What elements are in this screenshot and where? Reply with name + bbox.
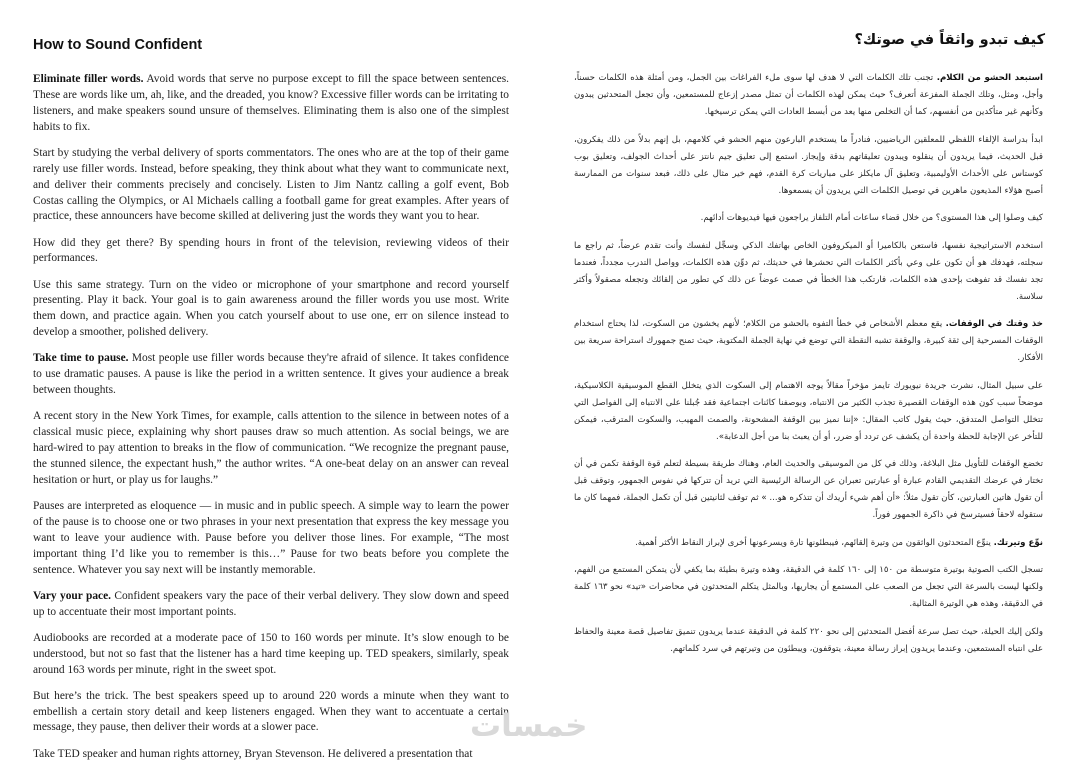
arabic-paragraph (574, 132, 1043, 200)
arabic-paragraph-text: ينوِّع المتحدثون الواثقون من وتيرة إلقائهم، فيبطئونها تارة ويسرعونها أخرى لإبراز النقاط الأكثر أهمية. (635, 537, 994, 548)
arabic-paragraph-text: يقع معظم الأشخاص في خطأ التفوه بالحشو من الكلام؛ لأنهم يخشون من السكوت، لذا يحتاج استخدام الوقفات المسرحية إلى ثقة كبيرة، والوقفة تشبه النقطة التي توضع في نهاية الجملة المكتوبة، حيث تمنح جمهورك استراحة سريعة بين الأفكار. (574, 319, 1043, 363)
arabic-paragraph (574, 316, 1043, 367)
english-page (0, 0, 540, 762)
arabic-paragraph-text: على سبيل المثال، نشرت جريدة نيويورك تايمز مؤخراً مقالاً يوجه الاهتمام إلى السكوت الذي يتخلل القطع الموسيقية الكلاسيكية، موضحاً سبب كون هذه الوقفات القصيرة تجذب الكثير من الانتباه، وبوصفنا كائنات اجتماعية فقد جُبلنا على الانتباه إلى الفواصل التي تتخلل التواصل المتدفق، حيث يقول كاتب المقال: «إننا نميز بين الوقفة المشحونة، والصمت المهيب، والسكوت المترقب، فيمكن للتأخر عن الإجابة للحظة واحدة أن يكشف عن تردد أو ضرر، أو أن يعبث بنا من أجل الدعابة». (574, 380, 1043, 442)
english-paragraph (33, 499, 509, 579)
english-paragraph (33, 278, 509, 342)
english-paragraph-lead: Take time to pause. (33, 352, 129, 365)
arabic-paragraph-text: استخدم الاستراتيجية نفسها، فاستعن بالكاميرا أو الميكروفون الخاص بهاتفك الذكي وسجِّل لنفسك وأنت تقدم عرضاً، ثم راجع ما سجلته، فهدفك هو أن تكون على وعي بأكثر الكلمات التي تحشرها في حديثك، ثم دوِّن هذه الكلمات، وواصل التدرب مجدداً، فعندما تجد نفسك قد تفوهت بإحدى هذه الكلمات، فارتكب هذا الخطأ في صمت عوضاً عن ذلك كي تطور من إلقائك وتجعله مصقولاً وأكثر سلاسة. (574, 240, 1043, 302)
arabic-paragraph (574, 210, 1043, 227)
english-paragraph-lead: Eliminate filler words. (33, 73, 144, 85)
arabic-paragraph-lead: خذ وقتك في الوقفات. (945, 319, 1043, 329)
arabic-article-body (574, 70, 1043, 668)
english-article-body (33, 72, 509, 773)
arabic-paragraph (574, 456, 1043, 524)
english-paragraph-text: Start by studying the verbal delivery of sports commentators. The ones who are at the top of their game rarely use filler words. Instead, before speaking, they think about what they want to communicate next, and deliver their comments precisely and concisely. Listen to Jim Nantz calling a golf event, Bob Costas calling the Olympics, or Al Michaels calling a football game for great examples. After years of practice, these announcers have become skilled at delivering just the words they want you to hear. (33, 146, 509, 223)
english-paragraph (33, 631, 509, 679)
english-paragraph-text: Use this same strategy. Turn on the video or microphone of your smartphone and record yourself presenting. Play it back. Your goal is to gain awareness around the filler words you use most. Write them down, and practice again. When you catch yourself about to use one, err on silence instead to develop a smoother, polished delivery. (33, 278, 509, 339)
arabic-paragraph-text: تجنب تلك الكلمات التي لا هدف لها سوى ملء الفراغات بين الجمل، ومن أمثلة هذه الكلمات حسناً، وأجل، ومثل، وتلك الجملة المفزعة أتعرف؟ حيث يمكن لهذه الكلمات أن تمثل مصدر إزعاج للمستمعين، وأن تجعل المتحدثين يبدون وكأنهم غير متأكدين من أنفسهم، كما أن التخلص منها يعد من أبسط العادات التي يمكن ترسيخها. (574, 73, 1043, 117)
english-paragraph-text: Take TED speaker and human rights attorney, Bryan Stevenson. He delivered a presentation that (33, 747, 473, 760)
arabic-paragraph-text: كيف وصلوا إلى هذا المستوى؟ من خلال قضاء ساعات أمام التلفاز يراجعون فيها فيديوهات أدائهم. (700, 213, 1043, 223)
arabic-paragraph (574, 535, 1043, 552)
arabic-paragraph (574, 70, 1043, 121)
arabic-paragraph-text: ابدأ بدراسة الإلقاء اللفظي للمعلقين الرياضيين، فنادراً ما يستخدم البارعون منهم الحشو في كلامهم، بل إنهم بدلاً من ذلك يفكرون، قبل الحديث، فيما يريدون أن ينقلوه ويبدون تعليقاتهم بدقة وإيجاز. استمع إلى تعليق جيم نانتز على أحداث الجولف، وتعليق بوب كوستاس على الأحداث الأوليمبية، وتعليق آل مايكلز على مباريات كرة القدم، فهم خير مثال على ذلك، فبعد سنوات من الممارسة أصبح هؤلاء المذيعون ماهرين في توصيل الكلمات التي يريدون أن يسمعوها. (574, 134, 1043, 196)
english-paragraph (33, 689, 509, 737)
english-paragraph-text: Pauses are interpreted as eloquence — in music and in public speech. A simple way to learn the power of the pause is to choose one or two phrases in your next presentation that express the key message you want to leave your audience with. Pause before you deliver those lines. For example, “The most important thing I’d like you to remember is this…” Pause for two beats before you complete the sentence. Whatever you say next will be instantly memorable. (33, 499, 509, 576)
english-paragraph-text: Most people use filler words because they're afraid of silence. It takes confidence to use dramatic pauses. A pause is like the period in a written sentence. It gives your audience a break between thoughts. (33, 352, 509, 397)
english-paragraph-text: Audiobooks are recorded at a moderate pace of 150 to 160 words per minute. It’s slow enough to be understood, but not so fast that the listener has a hard time keeping up. TED speakers, similarly, speak around 163 words per minute, right in the sweet spot. (33, 631, 509, 676)
english-paragraph-text: Avoid words that serve no purpose except to fill the space between sentences. These are words like um, ah, like, and the dreaded, you know? Excessive filler words can be irritating to listeners, and make speakers sound unsure of themselves. Eliminating them is also one of the simplest habits to fix. (33, 73, 509, 133)
arabic-paragraph (574, 562, 1043, 613)
english-paragraph-text: How did they get there? By spending hours in front of the television, reviewing videos of their performances. (33, 236, 509, 265)
english-paragraph (33, 236, 509, 268)
english-paragraph (33, 146, 509, 226)
arabic-paragraph-text: تخضع الوقفات للتأويل مثل البلاغة، وذلك في كل من الموسيقى والحديث العام، وهناك طريقة بسيطة لتعلم قوة الوقفة تكمن في أن تختار في عرضك التقديمي القادم عبارة أو عبارتين تعبران عن الرسالة الرئيسية التي تريد أن تتركها في نفوس الجمهور، وتوقف قبل أن تقول هاتين العبارتين، كأن تقول مثلاً: «أن أهم شيء أريدك أن تتذكره هو... » ثم توقف لثانيتين قبل أن تكمل الجملة، فمهما كان ما ستقوله لاحقاً فسيترسخ في ذاكرة الجمهور فوراً. (574, 459, 1043, 520)
site-watermark: خمسات (470, 708, 588, 744)
english-paragraph-text: But here’s the trick. The best speakers speed up to around 220 words a minute when they want to embellish a certain story detail and keep listeners engaged. When they want to accentuate a certain message, they pause, then deliver their words at a slower pace. (33, 689, 509, 734)
english-paragraph (33, 72, 509, 136)
english-paragraph-text: A recent story in the New York Times, for example, calls attention to the silence in between notes of a classical music piece, explaining why short pauses draw so much attention. As social beings, we are hard-wired to pay attention to breaks in the flow of communication. “We recognize the pregnant pause, the stunned silence, the expectant hush,” the author writes. “A one-beat delay on an answer can reveal hesitation or hurt, or play us for laughs.” (33, 410, 509, 486)
arabic-paragraph-text: ولكن إليك الحيلة، حيث تصل سرعة أفضل المتحدثين إلى نحو ٢٢٠ كلمة في الدقيقة عندما يريدون تنميق تفاصيل قصة معينة والحفاظ على انتباه المستمعين، وعندما يريدون إبراز رسالة معينة، يتوقفون، ويبطئون من وتيرتهم في سرد كلماتهم. (574, 626, 1043, 654)
english-paragraph (33, 589, 509, 621)
english-paragraph-lead: Vary your pace. (33, 589, 111, 602)
arabic-paragraph (574, 238, 1043, 306)
english-paragraph-text: Confident speakers vary the pace of their verbal delivery. They slow down and speed up to accentuate their most important points. (33, 589, 509, 618)
arabic-paragraph-text: تسجل الكتب الصوتية بوتيرة متوسطة من ١٥٠ إلى ١٦٠ كلمة في الدقيقة، وهذه وتيرة بطيئة بما يكفي لأن يتمكن المستمع من الفهم، ولكنها ليست بالسرعة التي تجعل من الصعب على المستمع أن يجاريها، وبالمثل يتكلم المتحدثون في محاضرات «تيد» نحو ١٦٣ كلمة في الدقيقة، وهذه هي الوتيرة المثالية. (574, 565, 1044, 609)
arabic-paragraph-lead: نوِّع وتيرتك. (993, 537, 1043, 548)
arabic-paragraph (574, 378, 1043, 446)
arabic-paragraph-lead: استبعد الحشو من الكلام. (936, 73, 1044, 83)
page-title-english: How to Sound Confident (33, 37, 203, 53)
english-paragraph (33, 747, 509, 763)
english-paragraph (33, 409, 509, 489)
english-paragraph (33, 351, 509, 399)
arabic-paragraph (574, 624, 1043, 658)
page-title-arabic: كيف تبدو واثقاً في صوتك؟ (854, 32, 1045, 48)
arabic-page (540, 0, 1080, 762)
